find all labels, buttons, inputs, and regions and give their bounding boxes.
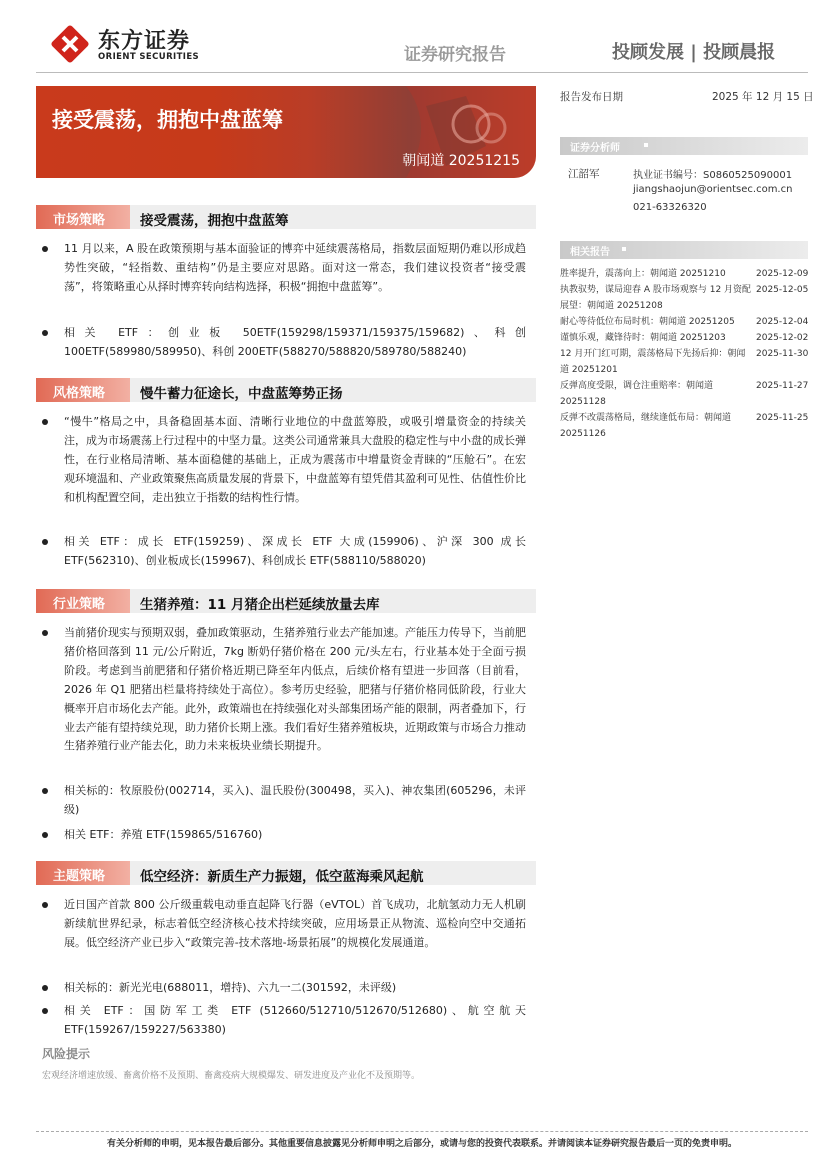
related-report-title: 胜率提升，震荡向上：朝闻道 20251210 [560,269,726,279]
related-report-title: 反弹不改震荡格局，继续逢低布局：朝闻道 20251126 [560,413,732,439]
bullet-text: 相关 ETF：创业板 50ETF(159298/159371/159375/159682)、科创 100ETF(589980/589950)、科创 200ETF(588270/588820/589780/588240) [64,326,526,358]
related-report-title: 谨慎乐观，藏锋待时：朝闻道 20251203 [560,333,726,343]
report-title: 接受震荡，拥抱中盘蓝筹 [52,108,283,132]
bullet-dot [42,539,48,545]
bullet-dot [42,985,48,991]
related-report-title: 执教驭势，谋局迎春 A 股市场观察与 12 月资配展望：朝闻道 20251208 [560,285,752,311]
bullet-dot [42,1008,48,1014]
bullet-text: 相关 ETF：养殖 ETF(159865/516760) [64,828,263,841]
bullet-text: 相关 ETF：国防军工类 ETF (512660/512710/512670/512680)、航空航天 ETF(159267/159227/563380) [64,1004,526,1036]
section-title: 低空经济：新质生产力振翅，低空蓝海乘风起航 [140,869,424,885]
risk-title: 风险提示 [42,1047,91,1061]
section-tag [36,205,130,229]
section-header-style [36,378,536,402]
footer-divider [36,1131,808,1132]
section-tag [36,861,130,885]
related-report-title: 12 月开门红可期，震荡格局下先扬后抑：朝闻道 20251201 [560,349,746,375]
title-banner [36,86,536,178]
bullet-text: 近日国产首款 800 公斤级重载电动垂直起降飞行器（eVTOL）首飞成功，北航氢动力无人机刷新续航世界纪录，标志着低空经济核心技术持续突破，应用场景正从物流、巡检向空中交通拓展。低空经济产业已步入“政策完善-技术落地-场景拓展”的规模化发展通道。 [64,898,526,949]
related-report-title: 反弹高度受限，调仓注重赔率：朝闻道 20251128 [560,381,714,407]
bullet-text: 相关 ETF：成长 ETF(159259)、深成长 ETF 大成(159906)、沪深 300 成长 ETF(562310)、创业板成长(159967)、科创成长 ETF(588110/588020) [64,535,526,567]
section-header-industry [36,589,536,613]
analyst-header-bar [560,137,808,155]
header-divider [36,72,808,73]
section-tag-label: 风格策略 [53,386,106,401]
bullet-item [42,533,526,571]
bullet-dot [42,246,48,252]
bullet-item [42,324,526,362]
related-report-title: 耐心等待低位布局时机：朝闻道 20251205 [560,317,735,327]
related-report-item[interactable] [560,314,808,330]
analyst-name: 江韶军 [568,168,600,180]
related-report-item[interactable] [560,346,808,378]
related-report-item[interactable] [560,266,808,282]
section-title: 接受震荡，拥抱中盘蓝筹 [140,213,289,229]
square-icon [622,247,626,251]
report-subtitle: 朝闻道 20251215 [402,153,520,169]
bullet-dot [42,419,48,425]
section-tag-label: 行业策略 [53,597,106,612]
publish-date-value: 2025 年 12 月 15 日 [712,91,814,103]
related-report-date: 2025-11-25 [756,413,809,423]
bullet-text: “慢牛”格局之中，具备稳固基本面、清晰行业地位的中盘蓝筹股，或吸引增量资金的持续关注，成为市场震荡上行过程中的中坚力量。这类公司通常兼具大盘股的稳定性与中小盘的成长弹性，在行业格局清晰、基本面稳健的基础上，正成为震荡市中增量资金青睐的“压舱石”。在宏观环境温和、产业政策聚焦高质量发展的背景下，中盘蓝筹有望凭借其盈利可见性、估值性价比和机构配置空间，走出独立于指数的结构性行情。 [64,415,526,504]
related-report-date: 2025-12-04 [756,317,809,327]
logo-english-name: ORIENT SECURITIES [98,52,200,62]
section-tag [36,378,130,402]
company-logo [50,22,220,66]
bullet-item [42,240,526,297]
bullet-text: 相关标的：牧原股份(002714，买入)、温氏股份(300498，买入)、神农集团(605296，未评级) [64,784,526,816]
related-report-date: 2025-12-09 [756,269,809,279]
section-tag [36,589,130,613]
related-report-date: 2025-12-02 [756,333,809,343]
related-report-date: 2025-12-05 [756,285,809,295]
related-header: 相关报告 [570,247,610,258]
section-tag-label: 主题策略 [53,869,106,884]
publish-date-label: 报告发布日期 [560,91,623,103]
related-report-item[interactable] [560,282,808,314]
section-title: 生猪养殖：11 月猪企出栏延续放量去库 [140,597,380,613]
related-report-date: 2025-11-27 [756,381,809,391]
related-report-item[interactable] [560,378,808,410]
section-title: 慢牛蓄力征途长，中盘蓝筹势正扬 [140,386,343,402]
related-report-item[interactable] [560,410,808,442]
analyst-phone: 021-63326320 [633,202,707,213]
related-reports-list [560,266,808,442]
bullet-item [42,413,526,508]
bullet-dot [42,330,48,336]
bullet-item [42,782,526,820]
square-icon [644,143,648,147]
bullet-dot [42,630,48,636]
bullet-item [42,826,526,845]
bullet-dot [42,902,48,908]
bullet-item [42,979,526,998]
orient-logo-icon [50,24,90,64]
footer-disclaimer: 有关分析师的申明，见本报告最后部分。其他重要信息披露见分析师申明之后部分，或请与您的投资代表联系。并请阅读本证券研究报告最后一页的免责申明。 [106,1139,737,1149]
analyst-header: 证券分析师 [570,143,620,154]
related-header-bar [560,241,808,259]
section-header-market [36,205,536,229]
report-type: 证券研究报告 [404,45,506,65]
related-report-item[interactable] [560,330,808,346]
bullet-dot [42,832,48,838]
section-header-theme [36,861,536,885]
related-report-date: 2025-11-30 [756,349,809,359]
risk-text: 宏观经济增速放缓、畜禽价格不及预期、畜禽疫病大规模爆发、研发进度及产业化不及预期等。 [42,1071,421,1081]
bullet-text: 相关标的：新光光电(688011，增持)、六九一二(301592，未评级) [64,981,397,994]
bullet-text: 当前猪价现实与预期双弱，叠加政策驱动，生猪养殖行业去产能加速。产能压力传导下，当前肥猪价格回落到 11 元/公斤附近，7kg 断奶仔猪价格在 200 元/头左右，行业基本处于全面亏损阶段。考虑到当前肥猪和仔猪价格近期已降至年内低点，后续价格有望进一步回落（目前看，2026 年 Q1 肥猪出栏量将持续处于高位）。参考历史经验，肥猪与仔猪价格同低阶段，行业大概率开启市场化去产能。此外，政策端也在持续强化对头部集团场产能的限制，两者叠加下，行业去产能有望持续兑现，助力猪价长期上涨。我们看好生猪养殖板块，近期政策与市场合力推动生猪养殖行业产能去化，助力未来板块业绩长期提升。 [64,626,526,753]
bullet-item [42,624,526,756]
analyst-email[interactable]: jiangshaojun@orientsec.com.cn [633,184,793,195]
bullet-item [42,896,526,953]
bullet-item [42,1002,526,1040]
bullet-dot [42,788,48,794]
bullet-text: 11 月以来，A 股在政策预期与基本面验证的博弈中延续震荡格局，指数层面短期仍难以形成趋势性突破，“轻指数、重结构”仍是主要应对思路。面对这一常态，我们建议投资者“接受震荡”，将策略重心从择时博弈转向结构选择，积极“拥抱中盘蓝筹”。 [64,242,526,293]
logo-chinese-name: 东方证券 [98,29,191,54]
analyst-cert: 执业证书编号：S0860525090001 [633,170,793,181]
section-tag-label: 市场策略 [53,213,106,228]
report-series: 投顾发展 | 投顾晨报 [612,42,776,63]
